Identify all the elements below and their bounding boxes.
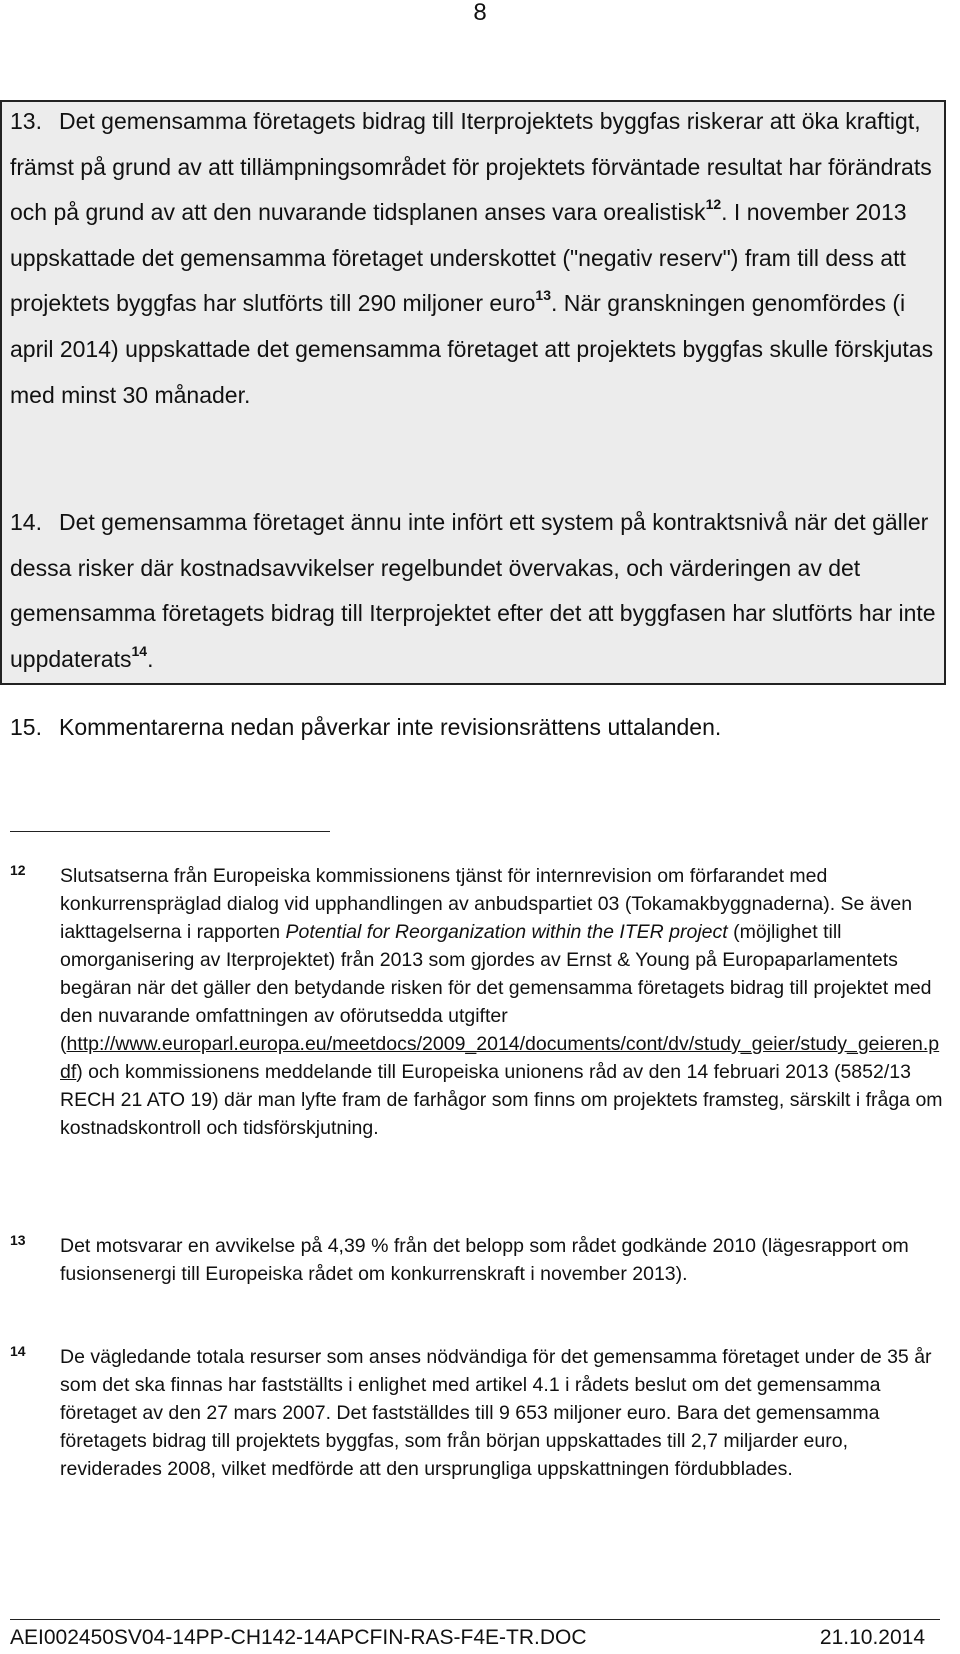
footnote-number: 12 [10, 862, 26, 878]
document-date: 21.10.2014 [819, 1626, 925, 1649]
footnote-number: 14 [10, 1343, 26, 1359]
paragraph-text: Kommentarerna nedan påverkar inte revisionsrättens uttalanden. [59, 714, 722, 740]
footnote-text: De vägledande totala resurser som anses nödvändiga för det gemensamma företaget under de 35 år som det ska finnas har fastställts i enlighet med artikel 4.1 i rådets beslut om det gemensamma företaget av den 27 mars 2007. Det fastställdes till 9 653 miljoner euro. Bara det gemensamma företagets bidrag till projektets byggfas, som från början uppskattades till 2,7 miljarder euro, reviderades 2008, vilket medförde att den ursprungliga uppskattningen fördubblades. [60, 1346, 932, 1480]
paragraph-text: . När granskningen genomfördes (i april 2014) uppskattade det gemensamma företaget att projektets byggfas skulle förskjutas med minst 30 månader. [10, 290, 934, 408]
footnote-number: 13 [10, 1232, 26, 1248]
paragraph-text: Det gemensamma företagets bidrag till Iterprojektets byggfas riskerar att öka kraftigt, främst på grund av att tillämpningsområdet för projektets förväntade resultat har förändrats och på grund av att den nuvarande tidsplanen anses vara orealistisk [10, 108, 932, 226]
document-reference: AEI002450SV04-14PP-CH142-14APCFIN-RAS-F4E-TR.DOC [10, 1626, 587, 1649]
footnote-text [60, 862, 945, 1142]
footnote-text-part: ) och kommissionens meddelande till Europeiska unionens råd av den 14 februari 2013 (5852/13 RECH 21 ATO 19) där man lyfte fram de farhågor som finns om projektets framsteg, särskilt i fråga om kostnadskontroll och tidsförskjutning. [60, 1061, 943, 1139]
paragraph-number: 15. [10, 714, 42, 740]
footnote-text: Det motsvarar en avvikelse på 4,39 % från det belopp som rådet godkände 2010 (lägesrapport om fusionsenergi till Europeiska rådet om konkurrenskraft i november 2013). [60, 1235, 909, 1285]
footnote-text-part: Slutsatserna från Europeiska kommissionens tjänst för internrevision om förfarandet med konkurrenspräglad dialog vid upphandlingen av anbudspartiet 03 (Tokamakbyggnaderna). Se även iakttagelserna i rapporten [60, 865, 913, 943]
page-number: 8 [473, 0, 487, 26]
report-title: Potential for Reorganization within the ITER project [285, 921, 728, 943]
footnote-separator [10, 831, 330, 832]
footer-separator [10, 1619, 940, 1620]
footnote-ref-14[interactable]: 14 [131, 642, 148, 659]
paragraph-15 [10, 707, 940, 747]
footnote-ref-13[interactable]: 13 [535, 287, 551, 304]
footnote-text-part: (möjlighet till omorganisering av Iterprojektet) från 2013 som gjordes av Ernst & Young på Europaparlamentets begäran när det gäller den betydande risken för det gemensamma företagets bidrag till projektet med den nuvarande omfattningen av oförutsedda utgifter ( [60, 921, 932, 1055]
paragraph-number: 14. [10, 509, 42, 535]
footnote-ref-12[interactable]: 12 [705, 196, 722, 213]
paragraph-13 [10, 99, 938, 418]
paragraph-14 [10, 500, 938, 682]
study-link[interactable]: http://www.europarl.europa.eu/meetdocs/2009_2014/documents/cont/dv/study_geier/study_geieren.pdf [60, 1033, 940, 1083]
paragraph-text: . [147, 645, 154, 672]
paragraph-number: 13. [10, 108, 42, 134]
paragraph-text: . I november 2013 uppskattade det gemensamma företaget underskottet ("negativ reserv") fram till dess att projektets byggfas har slutförts till 290 miljoner euro [10, 199, 907, 317]
paragraph-text: Det gemensamma företaget ännu inte infört ett system på kontraktsnivå när det gäller dessa risker där kostnadsavvikelser regelbundet övervakas, och värderingen av det gemensamma företagets bidrag till Iterprojektet efter det att byggfasen har slutförts har inte uppdaterats [10, 509, 936, 672]
